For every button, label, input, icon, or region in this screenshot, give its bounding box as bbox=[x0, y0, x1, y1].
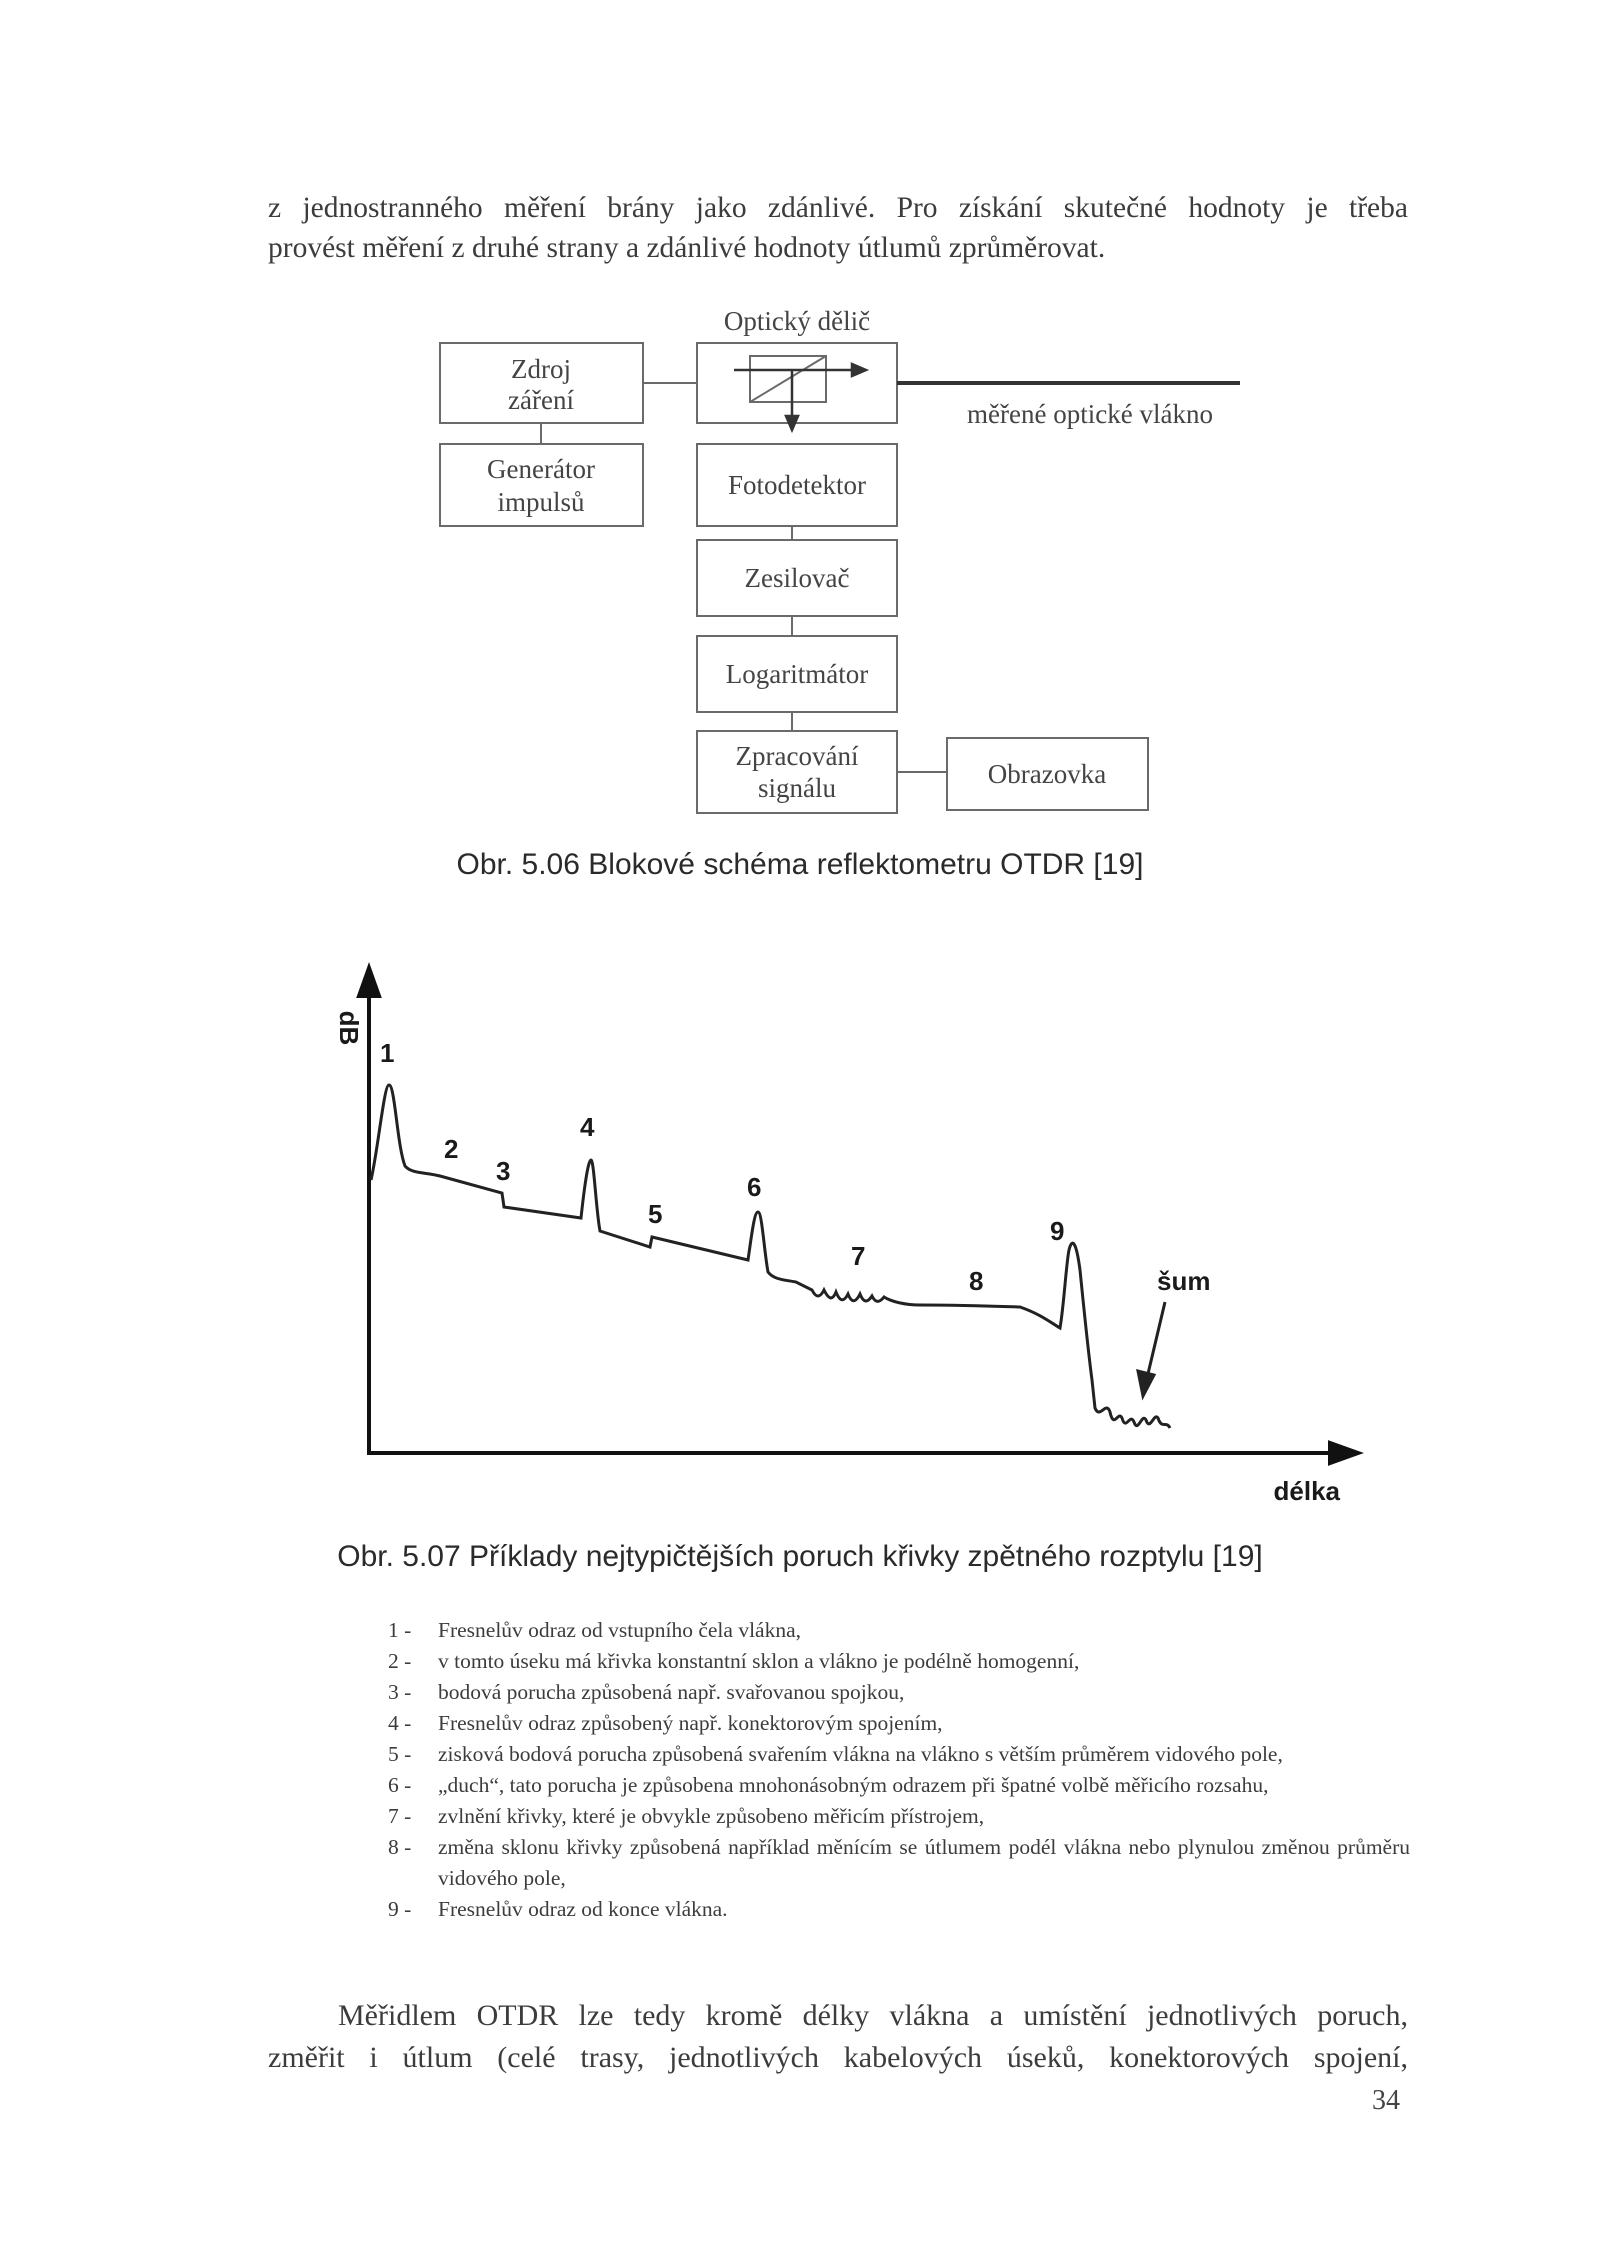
marker-9: 9 bbox=[1050, 1216, 1065, 1246]
marker-2: 2 bbox=[444, 1134, 459, 1164]
page-number: 34 bbox=[1372, 2085, 1400, 2116]
figure1-caption: Obr. 5.06 Blokové schéma reflektometru OTDR [19] bbox=[456, 848, 1144, 881]
fiber-label: měřené optické vlákno bbox=[967, 399, 1213, 429]
noise-arrow bbox=[1138, 1302, 1165, 1396]
marker-7: 7 bbox=[851, 1241, 866, 1271]
marker-4: 4 bbox=[580, 1112, 595, 1142]
backscatter-curve bbox=[371, 1085, 1170, 1428]
backscatter-chart bbox=[0, 950, 1600, 1550]
marker-3: 3 bbox=[496, 1156, 511, 1186]
processing-label-1: Zpracování bbox=[735, 741, 859, 771]
marker-5: 5 bbox=[648, 1199, 663, 1229]
closing-line-1: Měřidlem OTDR lze tedy kromě délky vlákna a umístění jednotlivých poruch, bbox=[338, 1999, 1408, 2032]
marker-8: 8 bbox=[969, 1266, 984, 1296]
fault-legend bbox=[388, 1615, 1410, 1925]
legend-item: 4 - Fresnelův odraz způsobený např. konektorovým spojením, bbox=[388, 1711, 943, 1735]
chart-axes bbox=[359, 968, 1358, 1463]
marker-1: 1 bbox=[380, 1038, 395, 1068]
y-axis-label: dB bbox=[334, 1010, 364, 1046]
legend-item: 2 - v tomto úseku má křivka konstantní sklon a vlákno je podélně homogenní, bbox=[388, 1649, 1080, 1673]
display-label: Obrazovka bbox=[987, 759, 1107, 789]
legend-item: 9 - Fresnelův odraz od konce vlákna. bbox=[388, 1897, 728, 1921]
x-axis-label: délka bbox=[1273, 1476, 1340, 1506]
closing-line-2: změřit i útlum (celé trasy, jednotlivých kabelových úseků, konektorových spojení, bbox=[268, 2041, 1408, 2074]
otdr-block-diagram bbox=[0, 0, 1600, 830]
amplifier-label: Zesilovač bbox=[744, 563, 850, 593]
generator-label-1: Generátor bbox=[487, 454, 595, 484]
processing-label-2: signálu bbox=[758, 773, 836, 803]
legend-item: 6 - „duch“, tato porucha je způsobena mnohonásobným odrazem při špatné volbě měřicího rozsahu, bbox=[388, 1773, 1269, 1797]
noise-label: šum bbox=[1157, 1266, 1211, 1296]
legend-item: 3 - bodová porucha způsobená např. svařovanou spojkou, bbox=[388, 1680, 905, 1704]
photodetector-label: Fotodetektor bbox=[728, 470, 866, 500]
figure2-caption: Obr. 5.07 Příklady nejtypičtějších poruch křivky zpětného rozptylu [19] bbox=[337, 1540, 1263, 1573]
legend-item: 8 - změna sklonu křivky způsobená například měnícím se útlumem podél vlákna nebo plynulou změnou průměru vidového pole, bbox=[388, 1835, 1410, 1890]
legend-item: 5 - zisková bodová porucha způsobená svařením vlákna na vlákno s větším průměrem vidového pole, bbox=[388, 1742, 1283, 1766]
marker-6: 6 bbox=[747, 1172, 762, 1202]
intro-line-1: z jednostranného měření brány jako zdánlivé. Pro získání skutečné hodnoty je třeba bbox=[268, 192, 1408, 224]
closing-paragraph bbox=[268, 1995, 1408, 2079]
legend-item: 7 - zvlnění křivky, které je obvykle způsobeno měřicím přístrojem, bbox=[388, 1804, 985, 1828]
legend-item: 1 - Fresnelův odraz od vstupního čela vlákna, bbox=[388, 1618, 802, 1642]
splitter-label: Optický dělič bbox=[723, 306, 871, 336]
logarithm-label: Logaritmátor bbox=[725, 659, 869, 689]
generator-label-2: impulsů bbox=[497, 487, 585, 517]
source-label-1: Zdroj bbox=[511, 354, 571, 384]
source-label-2: záření bbox=[508, 385, 574, 415]
intro-line-2: provést měření z druhé strany a zdánlivé hodnoty útlumů zprůměrovat. bbox=[268, 232, 1106, 264]
